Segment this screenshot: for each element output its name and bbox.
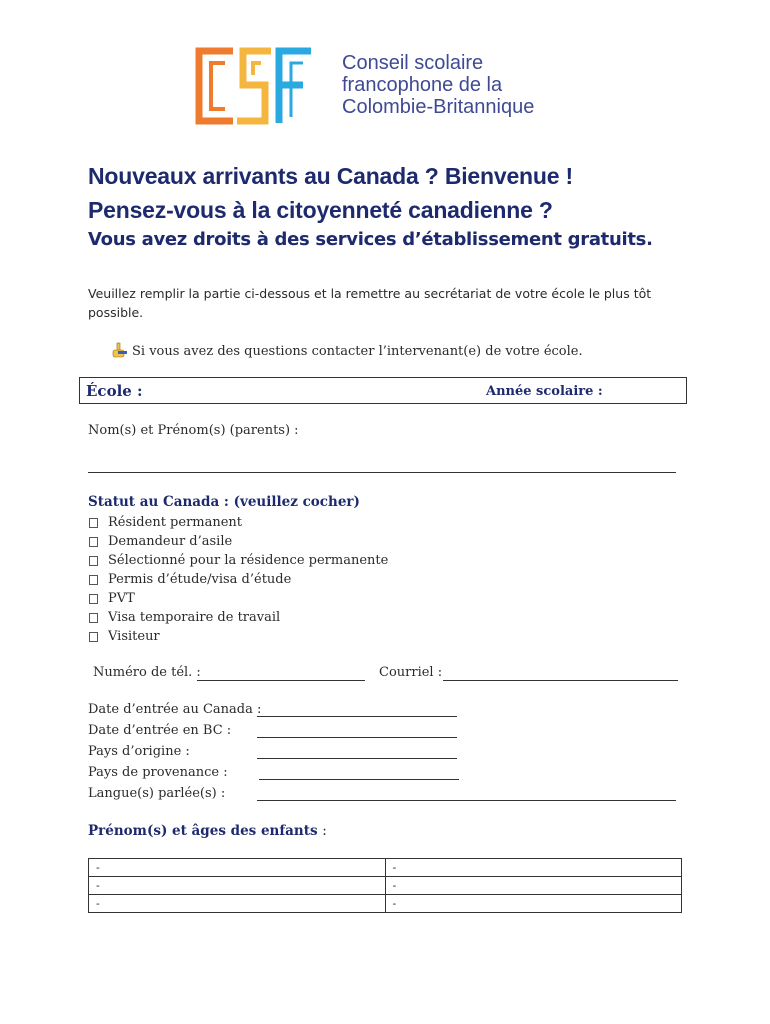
email-label: Courriel :	[379, 665, 443, 680]
checkbox[interactable]	[89, 518, 98, 528]
school-label: École :	[86, 382, 143, 400]
status-option[interactable]	[88, 513, 388, 532]
languages-input-line[interactable]	[257, 800, 676, 801]
languages-label: Langue(s) parlée(s) :	[88, 786, 226, 801]
status-options	[88, 513, 388, 646]
logo-name-line-2: francophone de la	[342, 74, 503, 96]
child-cell[interactable]: -	[89, 895, 386, 913]
logo-name-line-1: Conseil scolaire	[342, 52, 484, 74]
entry-canada-label: Date d’entrée au Canada :	[88, 702, 262, 717]
intro-text: Veuillez remplir la partie ci-dessous et la remettre au secrétariat de votre école le plus tôt possible.	[88, 286, 652, 320]
pointing-hand-icon	[110, 342, 128, 360]
heading-services: Vous avez droits à des services d’établissement gratuits.	[88, 229, 653, 250]
heading-citizenship: Pensez-vous à la citoyenneté canadienne ?	[88, 197, 553, 223]
status-option-label: Demandeur d’asile	[108, 534, 233, 549]
children-title-colon: :	[322, 823, 327, 839]
children-title	[88, 823, 327, 839]
table-row	[89, 877, 682, 895]
checkbox[interactable]	[89, 594, 98, 604]
table-row	[89, 859, 682, 877]
status-title: Statut au Canada : (veuillez cocher)	[88, 494, 360, 510]
checkbox[interactable]	[89, 537, 98, 547]
parents-label: Nom(s) et Prénom(s) (parents) :	[88, 423, 299, 438]
checkbox[interactable]	[89, 575, 98, 585]
entry-bc-input-line[interactable]	[257, 737, 457, 738]
school-year-label: Année scolaire :	[486, 384, 603, 399]
entry-bc-label: Date d’entrée en BC :	[88, 723, 232, 738]
child-cell[interactable]: -	[89, 877, 386, 895]
status-option-label: Permis d’étude/visa d’étude	[108, 572, 292, 587]
phone-label: Numéro de tél. :	[93, 665, 201, 680]
status-option-label: Sélectionné pour la résidence permanente	[108, 553, 389, 568]
children-title-text: Prénom(s) et âges des enfants	[88, 823, 318, 839]
entry-canada-input-line[interactable]	[257, 716, 457, 717]
status-option[interactable]	[88, 608, 388, 627]
provenance-country-input-line[interactable]	[259, 779, 459, 780]
heading-welcome: Nouveaux arrivants au Canada ? Bienvenue !	[88, 163, 573, 189]
origin-country-label: Pays d’origine :	[88, 744, 190, 759]
checkbox[interactable]	[89, 556, 98, 566]
child-cell[interactable]: -	[385, 877, 682, 895]
csf-logo	[195, 47, 315, 125]
phone-input-line[interactable]	[197, 680, 365, 681]
logo-organization-name	[342, 52, 534, 118]
status-option[interactable]	[88, 627, 388, 646]
status-option-label: Visa temporaire de travail	[108, 610, 281, 625]
status-option-label: Résident permanent	[108, 515, 243, 530]
children-table	[88, 858, 682, 913]
origin-country-input-line[interactable]	[257, 758, 457, 759]
status-option[interactable]	[88, 532, 388, 551]
contact-note-text: Si vous avez des questions contacter l’intervenant(e) de votre école.	[132, 343, 583, 359]
logo-name-line-3: Colombie-Britannique	[342, 96, 535, 118]
contact-note	[110, 342, 583, 360]
child-cell[interactable]: -	[89, 859, 386, 877]
status-option-label: PVT	[108, 591, 135, 606]
checkbox[interactable]	[89, 632, 98, 642]
parents-input-line[interactable]	[88, 472, 676, 473]
child-cell[interactable]: -	[385, 895, 682, 913]
provenance-country-label: Pays de provenance :	[88, 765, 228, 780]
status-option[interactable]	[88, 589, 388, 608]
status-option[interactable]	[88, 551, 388, 570]
child-cell[interactable]: -	[385, 859, 682, 877]
status-option-label: Visiteur	[108, 629, 160, 644]
email-input-line[interactable]	[443, 680, 678, 681]
status-option[interactable]	[88, 570, 388, 589]
checkbox[interactable]	[89, 613, 98, 623]
table-row	[89, 895, 682, 913]
